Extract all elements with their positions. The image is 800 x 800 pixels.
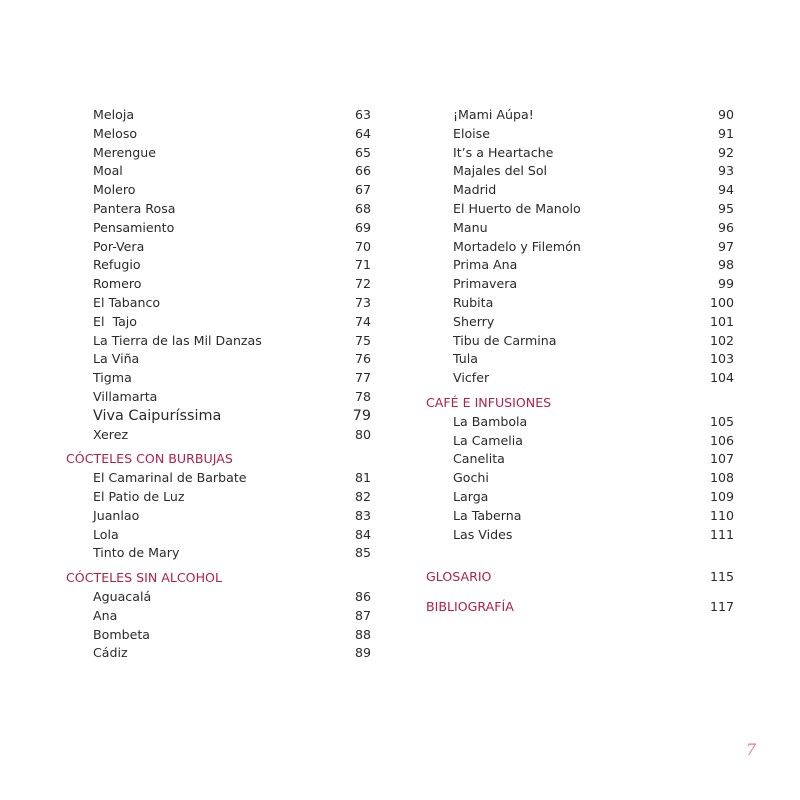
toc-entry[interactable] bbox=[426, 238, 734, 257]
entry-page: 80 bbox=[354, 426, 371, 442]
entry-page: 110 bbox=[709, 507, 734, 523]
entry-title: Viva Caipuríssima bbox=[93, 407, 222, 424]
toc-entry[interactable] bbox=[66, 369, 371, 388]
toc-entry[interactable] bbox=[66, 488, 371, 507]
entry-title: Gochi bbox=[453, 470, 489, 486]
entry-title: Villamarta bbox=[93, 388, 158, 404]
toc-list bbox=[66, 588, 371, 663]
entry-page: 87 bbox=[354, 607, 371, 623]
entry-page: 79 bbox=[352, 407, 371, 424]
toc-entry[interactable] bbox=[426, 350, 734, 369]
bibliografia-entry[interactable] bbox=[426, 598, 734, 617]
entry-page: 91 bbox=[717, 125, 734, 141]
entry-title: Las Vides bbox=[453, 526, 513, 542]
entry-title: El Huerto de Manolo bbox=[453, 200, 581, 216]
entry-title: Por-Vera bbox=[93, 238, 145, 254]
toc-entry[interactable] bbox=[66, 332, 371, 351]
entry-page: 66 bbox=[354, 163, 371, 179]
toc-entry[interactable] bbox=[426, 125, 734, 144]
entry-page: 97 bbox=[717, 238, 734, 254]
entry-page: 74 bbox=[354, 313, 371, 329]
toc-entry[interactable] bbox=[426, 507, 734, 526]
entry-page: 83 bbox=[354, 507, 371, 523]
entry-page: 73 bbox=[354, 294, 371, 310]
entry-page: 77 bbox=[354, 370, 371, 386]
toc-entry[interactable] bbox=[66, 350, 371, 369]
entry-page: 72 bbox=[354, 276, 371, 292]
entry-page: 96 bbox=[717, 219, 734, 235]
entry-page: 75 bbox=[354, 332, 371, 348]
entry-page: 68 bbox=[354, 200, 371, 216]
entry-title: La Camelia bbox=[453, 432, 523, 448]
entry-page: 90 bbox=[717, 107, 734, 122]
bibliografia-title: BIBLIOGRAFÍA bbox=[426, 599, 514, 615]
section-title: CAFÉ E INFUSIONES bbox=[426, 394, 552, 410]
entry-page: 98 bbox=[717, 257, 734, 273]
entry-title: Pantera Rosa bbox=[93, 200, 176, 216]
toc-entry[interactable] bbox=[66, 294, 371, 313]
entry-title: Tibu de Carmina bbox=[453, 332, 557, 348]
toc-entry[interactable] bbox=[426, 488, 734, 507]
entry-title: El Tajo bbox=[93, 313, 137, 329]
entry-title: Vicfer bbox=[453, 370, 490, 386]
entry-title: Meloso bbox=[93, 125, 138, 141]
bibliografia-page: 117 bbox=[709, 599, 734, 615]
toc-entry[interactable] bbox=[66, 507, 371, 526]
toc-list bbox=[66, 469, 371, 563]
entry-title: ¡Mami Aúpa! bbox=[453, 107, 534, 122]
entry-title: Ana bbox=[93, 607, 118, 623]
entry-page: 86 bbox=[354, 588, 371, 604]
toc-entry[interactable] bbox=[426, 332, 734, 351]
glosario-title: GLOSARIO bbox=[426, 569, 492, 585]
entry-page: 108 bbox=[709, 470, 734, 486]
entry-title: Sherry bbox=[453, 313, 495, 329]
entry-title: Primavera bbox=[453, 276, 518, 292]
toc-entry[interactable] bbox=[426, 144, 734, 163]
entry-page: 109 bbox=[709, 488, 734, 504]
entry-title: Xerez bbox=[93, 426, 129, 442]
entry-page: 99 bbox=[717, 276, 734, 292]
entry-title: It’s a Heartache bbox=[453, 144, 554, 160]
entry-title: Romero bbox=[93, 276, 142, 292]
spacer bbox=[426, 587, 734, 592]
entry-title: Refugio bbox=[93, 257, 141, 273]
toc-list bbox=[426, 106, 734, 388]
toc-entry[interactable] bbox=[426, 162, 734, 181]
glosario-page: 115 bbox=[709, 569, 734, 585]
toc-entry[interactable] bbox=[66, 526, 371, 545]
toc-list bbox=[426, 413, 734, 545]
entry-page: 94 bbox=[717, 182, 734, 198]
entry-page: 65 bbox=[354, 144, 371, 160]
entry-page: 106 bbox=[709, 432, 734, 448]
entry-page: 67 bbox=[354, 182, 371, 198]
entry-title: Aguacalá bbox=[93, 588, 152, 604]
entry-title: Majales del Sol bbox=[453, 163, 548, 179]
toc-entry[interactable] bbox=[66, 407, 371, 426]
entry-title: Cádiz bbox=[93, 645, 128, 661]
toc-entry[interactable] bbox=[66, 313, 371, 332]
toc-entry[interactable] bbox=[426, 219, 734, 238]
section-title: CÓCTELES CON BURBUJAS bbox=[66, 451, 233, 467]
entry-page: 82 bbox=[354, 488, 371, 504]
entry-title: Tigma bbox=[93, 370, 132, 386]
entry-title: Lola bbox=[93, 526, 119, 542]
toc-left-column bbox=[66, 106, 371, 663]
entry-title: Mortadelo y Filemón bbox=[453, 238, 581, 254]
entry-title: Pensamiento bbox=[93, 219, 175, 235]
toc-entry[interactable] bbox=[426, 256, 734, 275]
entry-title: Prima Ana bbox=[453, 257, 518, 273]
entry-title: Manu bbox=[453, 219, 488, 235]
entry-title: Juanlao bbox=[93, 507, 140, 523]
entry-page: 69 bbox=[354, 219, 371, 235]
toc-entry[interactable] bbox=[426, 526, 734, 545]
entry-title: Rubita bbox=[453, 294, 494, 310]
entry-page: 88 bbox=[354, 626, 371, 642]
entry-title: Tinto de Mary bbox=[93, 545, 180, 561]
toc-entry[interactable] bbox=[426, 181, 734, 200]
toc-entry[interactable] bbox=[426, 450, 734, 469]
toc-entry[interactable] bbox=[66, 607, 371, 626]
toc-entry[interactable] bbox=[66, 238, 371, 257]
page-number: 7 bbox=[746, 740, 757, 759]
entry-title: La Taberna bbox=[453, 507, 522, 523]
section-title: CÓCTELES SIN ALCOHOL bbox=[66, 570, 222, 586]
entry-title: Madrid bbox=[453, 182, 497, 198]
entry-page: 81 bbox=[354, 470, 371, 486]
toc-entry[interactable] bbox=[66, 544, 371, 563]
entry-page: 64 bbox=[354, 125, 371, 141]
toc-entry[interactable] bbox=[66, 588, 371, 607]
section-heading bbox=[66, 450, 371, 469]
entry-title: Merengue bbox=[93, 144, 156, 160]
toc-entry[interactable] bbox=[66, 200, 371, 219]
entry-page: 70 bbox=[354, 238, 371, 254]
toc-entry[interactable] bbox=[66, 219, 371, 238]
entry-page: 84 bbox=[354, 526, 371, 542]
toc-entry[interactable] bbox=[426, 369, 734, 388]
entry-title: Meloja bbox=[93, 107, 135, 122]
section-heading bbox=[426, 394, 734, 413]
entry-page: 71 bbox=[354, 257, 371, 273]
entry-title: Molero bbox=[93, 182, 136, 198]
entry-title: Moal bbox=[93, 163, 123, 179]
entry-page: 100 bbox=[709, 294, 734, 310]
entry-page: 92 bbox=[717, 144, 734, 160]
toc-entry[interactable] bbox=[426, 106, 734, 125]
entry-page: 101 bbox=[709, 313, 734, 329]
toc-right-column bbox=[426, 106, 734, 617]
toc-entry[interactable] bbox=[66, 256, 371, 275]
toc-entry[interactable] bbox=[426, 200, 734, 219]
entry-title: El Tabanco bbox=[93, 294, 161, 310]
toc-entry[interactable] bbox=[66, 181, 371, 200]
section-heading bbox=[66, 569, 371, 588]
toc-entry[interactable] bbox=[66, 144, 371, 163]
entry-page: 102 bbox=[709, 332, 734, 348]
toc-entry[interactable] bbox=[426, 432, 734, 451]
entry-page: 104 bbox=[709, 370, 734, 386]
entry-title: Bombeta bbox=[93, 626, 151, 642]
toc-entry[interactable] bbox=[66, 162, 371, 181]
toc-entry[interactable] bbox=[426, 294, 734, 313]
entry-title: Larga bbox=[453, 488, 489, 504]
toc-entry[interactable] bbox=[66, 426, 371, 445]
entry-title: El Patio de Luz bbox=[93, 488, 185, 504]
entry-title: Tula bbox=[453, 351, 478, 367]
toc-entry[interactable] bbox=[426, 275, 734, 294]
entry-page: 93 bbox=[717, 163, 734, 179]
entry-title: La Viña bbox=[93, 351, 140, 367]
entry-page: 85 bbox=[354, 545, 371, 561]
glosario-entry[interactable] bbox=[426, 568, 734, 587]
toc-entry[interactable] bbox=[426, 313, 734, 332]
toc-entry[interactable] bbox=[66, 275, 371, 294]
toc-entry[interactable] bbox=[66, 125, 371, 144]
entry-page: 111 bbox=[709, 526, 734, 542]
entry-title: Canelita bbox=[453, 451, 505, 467]
toc-list bbox=[66, 106, 371, 444]
toc-entry[interactable] bbox=[66, 388, 371, 407]
entry-page: 89 bbox=[354, 645, 371, 661]
entry-page: 105 bbox=[709, 413, 734, 429]
entry-title: La Tierra de las Mil Danzas bbox=[93, 332, 262, 348]
entry-page: 107 bbox=[709, 451, 734, 467]
entry-page: 76 bbox=[354, 351, 371, 367]
toc-entry[interactable] bbox=[66, 106, 371, 125]
toc-entry[interactable] bbox=[426, 413, 734, 432]
entry-title: Eloise bbox=[453, 125, 490, 141]
entry-page: 103 bbox=[709, 351, 734, 367]
toc-entry[interactable] bbox=[66, 644, 371, 663]
toc-entry[interactable] bbox=[66, 626, 371, 645]
entry-page: 78 bbox=[354, 388, 371, 404]
toc-entry[interactable] bbox=[66, 469, 371, 488]
entry-title: La Bambola bbox=[453, 413, 528, 429]
entry-page: 95 bbox=[717, 200, 734, 216]
toc-entry[interactable] bbox=[426, 469, 734, 488]
spacer bbox=[426, 544, 734, 562]
entry-page: 63 bbox=[354, 107, 371, 122]
entry-title: El Camarinal de Barbate bbox=[93, 470, 247, 486]
